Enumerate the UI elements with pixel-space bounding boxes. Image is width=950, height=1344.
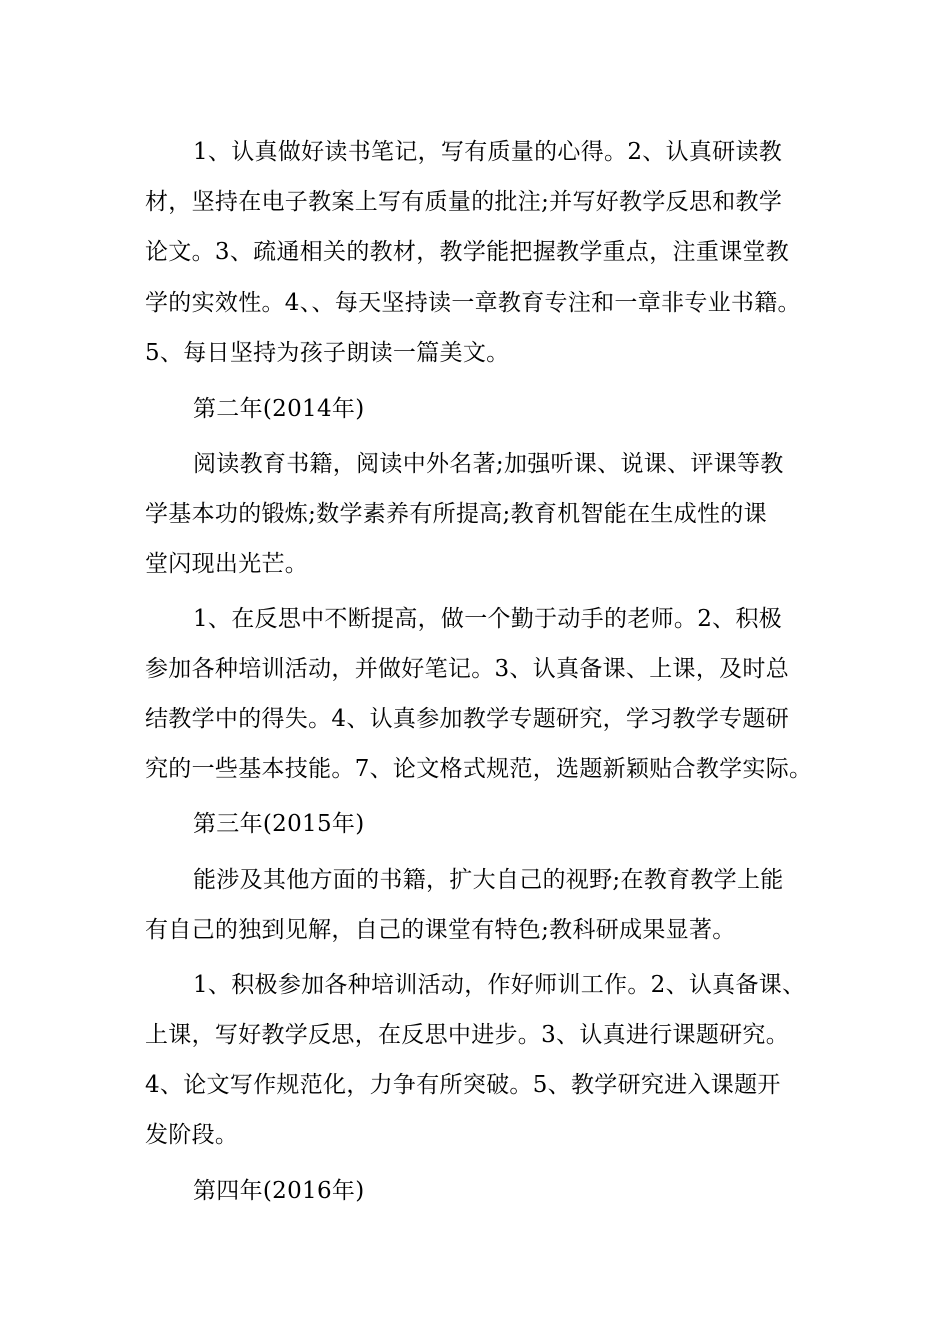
text-line: 能涉及其他方面的书籍，扩大自己的视野;在教育教学上能 xyxy=(193,867,784,893)
section-heading-2016: 第四年(2016年) xyxy=(193,1178,365,1204)
section-heading-2015: 第三年(2015年) xyxy=(193,811,365,837)
text-line: 阅读教育书籍，阅读中外名著;加强听课、说课、评课等教 xyxy=(193,451,784,477)
text-line: 学的实效性。4、、每天坚持读一章教育专注和一章非专业书籍。 xyxy=(145,290,801,316)
text-line: 有自己的独到见解，自己的课堂有特色;教科研成果显著。 xyxy=(145,917,736,943)
text-line: 1、在反思中不断提高，做一个勤于动手的老师。2、积极 xyxy=(193,606,783,632)
text-line: 1、积极参加各种培训活动，作好师训工作。2、认真备课、 xyxy=(193,972,806,998)
text-line: 发阶段。 xyxy=(145,1122,239,1148)
text-line: 论文。3、疏通相关的教材，教学能把握教学重点，注重课堂教 xyxy=(145,239,790,265)
text-line: 材，坚持在电子教案上写有质量的批注;并写好教学反思和教学 xyxy=(145,189,783,215)
section-heading-2014: 第二年(2014年) xyxy=(193,396,365,422)
text-line: 1、认真做好读书笔记，写有质量的心得。2、认真研读教 xyxy=(193,139,783,165)
text-line: 上课，写好教学反思，在反思中进步。3、认真进行课题研究。 xyxy=(145,1022,790,1048)
text-line: 4、论文写作规范化，力争有所突破。5、教学研究进入课题开 xyxy=(145,1072,781,1098)
text-line: 5、每日坚持为孩子朗读一篇美文。 xyxy=(145,340,510,366)
text-line: 参加各种培训活动，并做好笔记。3、认真备课、上课，及时总 xyxy=(145,656,790,682)
text-line: 结教学中的得失。4、认真参加教学专题研究，学习教学专题研 xyxy=(145,706,790,732)
text-line: 究的一些基本技能。7、论文格式规范，选题新颖贴合教学实际。 xyxy=(145,756,813,782)
text-line: 学基本功的锻炼;数学素养有所提高;教育机智能在生成性的课 xyxy=(145,501,767,527)
text-line: 堂闪现出光芒。 xyxy=(145,551,309,577)
